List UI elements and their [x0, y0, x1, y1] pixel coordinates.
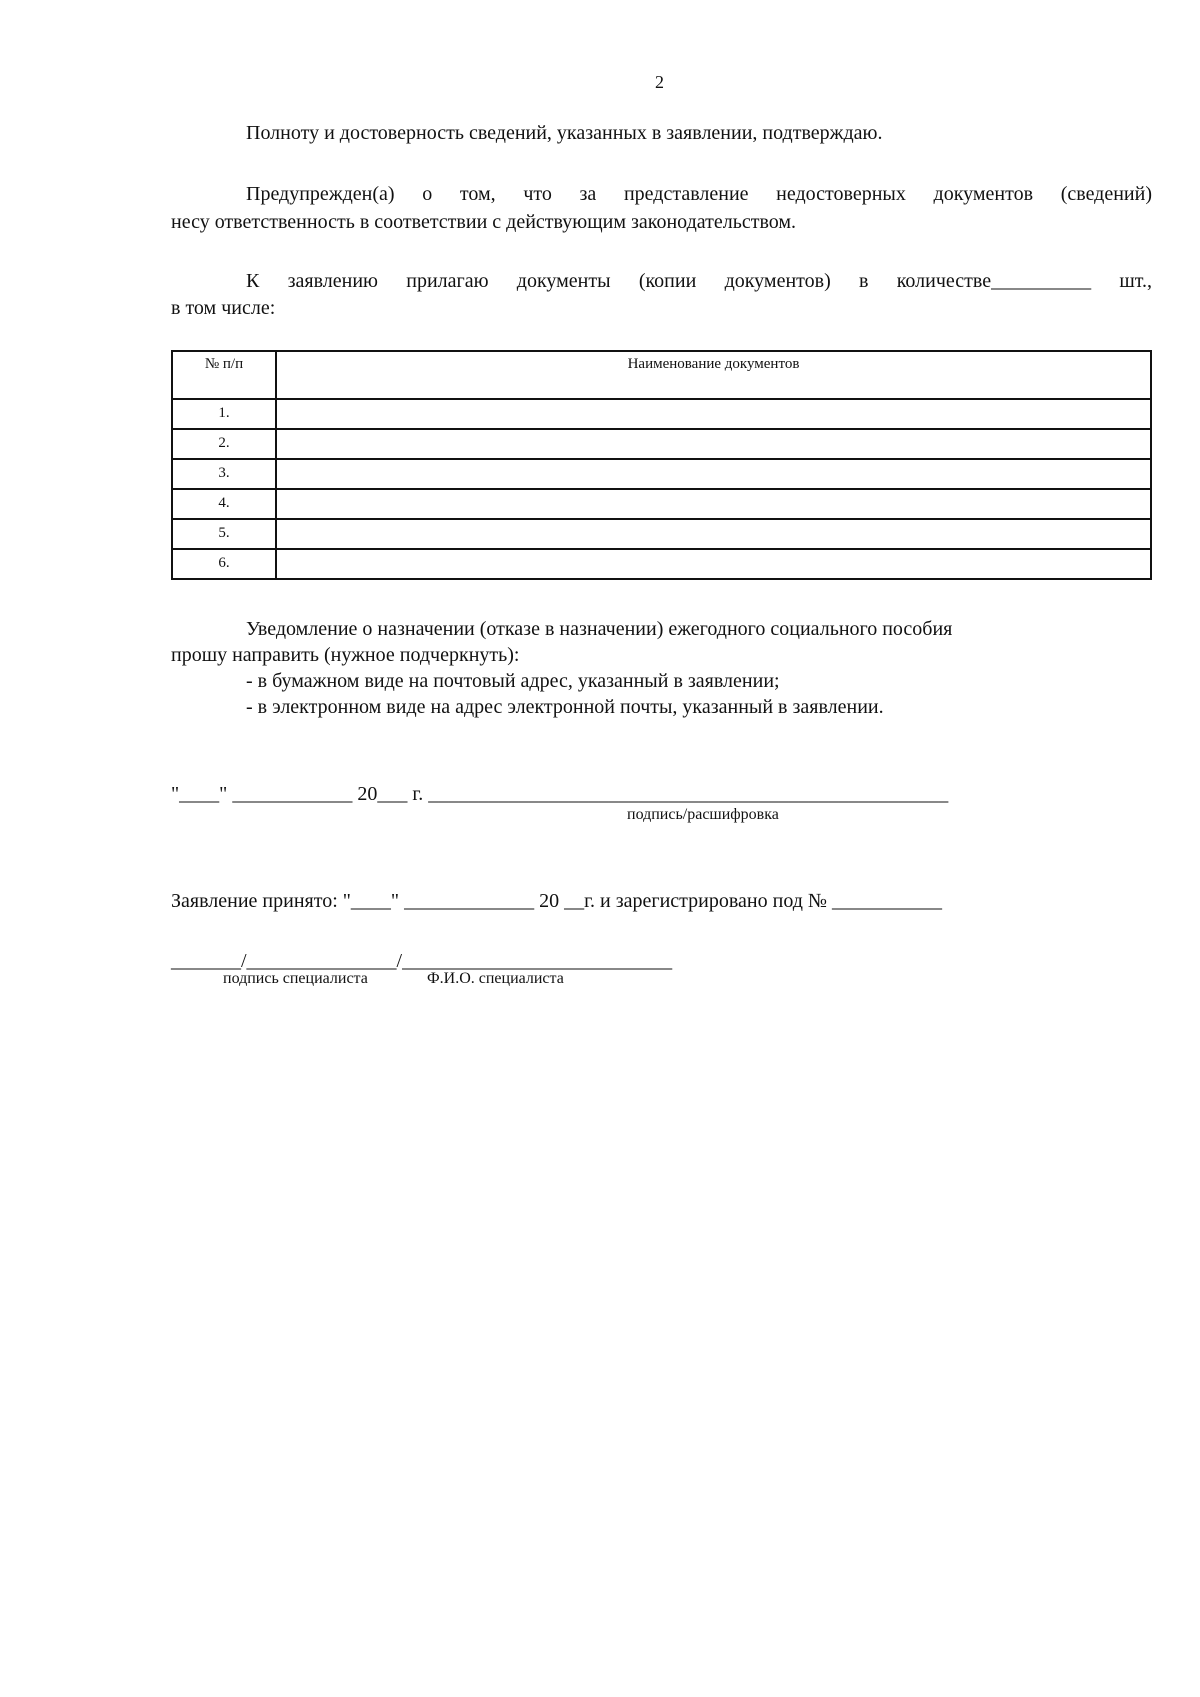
attachments-line-2: в том числе: [171, 297, 276, 319]
signature-date-line: "____" ____________ 20___ г. ____________________________________________________ [171, 783, 949, 805]
specialist-signature-caption: подпись специалиста [223, 970, 368, 987]
warning-line-2: несу ответственность в соответствии с действующим законодательством. [171, 211, 797, 233]
document-name-cell[interactable] [276, 399, 1151, 429]
signature-caption: подпись/расшифровка [627, 806, 779, 823]
document-name-cell[interactable] [276, 489, 1151, 519]
document-name-cell[interactable] [276, 429, 1151, 459]
table-row [172, 549, 1151, 579]
notification-line-2: прошу направить (нужное подчеркнуть): [171, 644, 520, 666]
header-number: № п/п [172, 351, 276, 399]
document-name-cell[interactable] [276, 519, 1151, 549]
specialist-name-caption: Ф.И.О. специалиста [427, 970, 564, 987]
notification-line-1: Уведомление о назначении (отказе в назначении) ежегодного социального пособия [246, 618, 953, 640]
row-number: 2. [172, 429, 276, 459]
table-header-row [172, 351, 1151, 399]
row-number: 1. [172, 399, 276, 429]
table-row [172, 459, 1151, 489]
table-row [172, 519, 1151, 549]
specialist-line: _______/_______________/___________________________ [171, 950, 673, 972]
document-name-cell[interactable] [276, 459, 1151, 489]
row-number: 4. [172, 489, 276, 519]
notification-option-email: - в электронном виде на адрес электронной почты, указанный в заявлении. [246, 696, 884, 718]
row-number: 3. [172, 459, 276, 489]
warning-line-1: Предупрежден(а) о том, что за представление недостоверных документов (сведений) [246, 183, 1152, 205]
page-number: 2 [655, 72, 664, 92]
documents-table [171, 350, 1152, 580]
document-name-cell[interactable] [276, 549, 1151, 579]
notification-option-paper: - в бумажном виде на почтовый адрес, указанный в заявлении; [246, 670, 780, 692]
accepted-line: Заявление принято: "____" _____________ 20 __г. и зарегистрировано под № ___________ [171, 890, 943, 912]
header-document-name: Наименование документов [276, 351, 1151, 399]
table-row [172, 429, 1151, 459]
row-number: 5. [172, 519, 276, 549]
table-row [172, 489, 1151, 519]
attachments-line-1: К заявлению прилагаю документы (копии документов) в количестве__________ шт., [246, 270, 1152, 292]
row-number: 6. [172, 549, 276, 579]
confirm-text: Полноту и достоверность сведений, указанных в заявлении, подтверждаю. [246, 122, 883, 144]
table-row [172, 399, 1151, 429]
